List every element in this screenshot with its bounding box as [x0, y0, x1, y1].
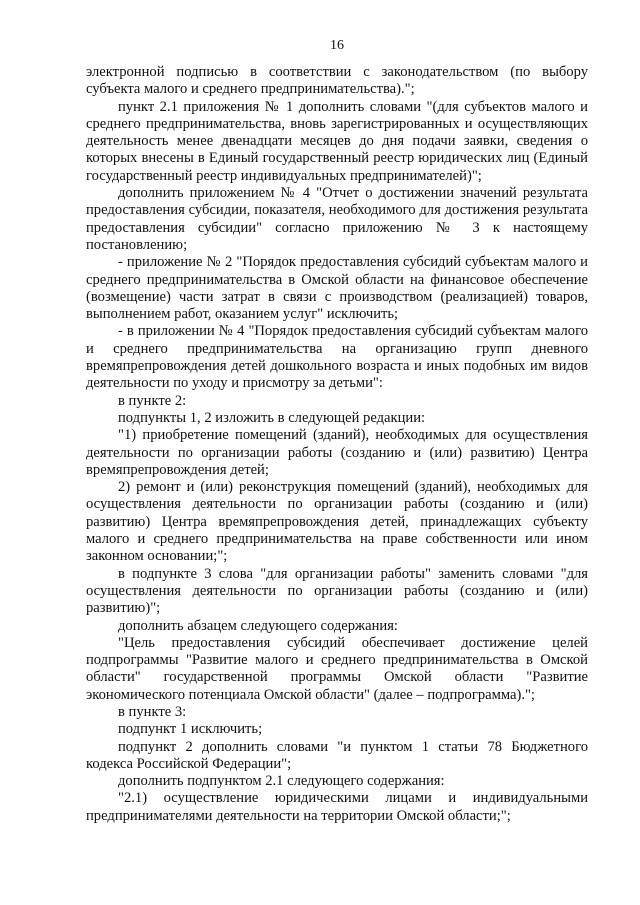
paragraph: пункт 2.1 приложения № 1 дополнить словами "(для субъектов малого и среднего предпринимательства, вновь зарегистрированных и осуществляющих деятельность менее двенадцати месяцев до дня подачи заявки, сведения о которых внесены в Единый государственный реестр юридических лиц (Единый государственный реестр индивидуальных предпринимателей)"; [86, 98, 588, 184]
paragraph: дополнить абзацем следующего содержания: [118, 617, 398, 634]
paragraph: дополнить подпунктом 2.1 следующего содержания: [118, 773, 445, 790]
paragraph: в пункте 2: [118, 392, 187, 409]
paragraph: - приложение № 2 "Порядок предоставления субсидий субъектам малого и среднего предпринимательства в Омской области на финансовое обеспечение (возмещение) части затрат в связи с производством (реализацией) товаров, выполнением работ, оказанием услуг" исключить; [86, 254, 588, 323]
paragraph-continuation: электронной подписью в соответствии с законодательством (по выбору субъекта малого и среднего предпринимательства)."; [86, 64, 588, 98]
paragraph: подпункт 2 дополнить словами "и пунктом 1 статьи 78 Бюджетного кодекса Российской Федерации"; [86, 738, 588, 772]
paragraph: "1) приобретение помещений (зданий), необходимых для осуществления деятельности по организации работы (созданию и (или) развитию) Центра времяпрепровождения детей; [86, 427, 588, 478]
paragraph: - в приложении № 4 "Порядок предоставления субсидий субъектам малого и среднего предпринимательства на организацию групп дневного времяпрепровождения детей дошкольного возраста и иных подобных им видов деятельности по уходу и присмотру за детьми": [86, 323, 588, 392]
document-body [86, 64, 588, 825]
paragraph: 2) ремонт и (или) реконструкция помещений (зданий), необходимых для осуществления деятельности по организации работы (созданию и (или) развитию) Центра времяпрепровождения детей, принадлежащих субъекту малого и среднего предпринимательства на праве собственности или ином законном основании;"; [86, 479, 588, 565]
paragraph: "Цель предоставления субсидий обеспечивает достижение целей подпрограммы "Развитие малого и среднего предпринимательства в Омской области" государственной программы Омской области "Развитие экономического потенциала Омской области" (далее – подпрограмма)."; [86, 634, 588, 703]
paragraph: подпункты 1, 2 изложить в следующей редакции: [118, 409, 426, 426]
paragraph: "2.1) осуществление юридическими лицами и индивидуальными предпринимателями деятельности на территории Омской области;"; [86, 790, 588, 824]
paragraph: подпункт 1 исключить; [118, 721, 263, 738]
paragraph: дополнить приложением № 4 "Отчет о достижении значений результата предоставления субсидии, показателя, необходимого для достижения результата предоставления субсидии" согласно приложению № 3 к настоящему постановлению; [86, 185, 588, 253]
paragraph: в пункте 3: [118, 703, 187, 720]
page-number: 16 [330, 38, 344, 53]
paragraph: в подпункте 3 слова "для организации работы" заменить словами "для осуществления деятельности по организации работы (созданию и (или) развитию)"; [86, 565, 588, 617]
